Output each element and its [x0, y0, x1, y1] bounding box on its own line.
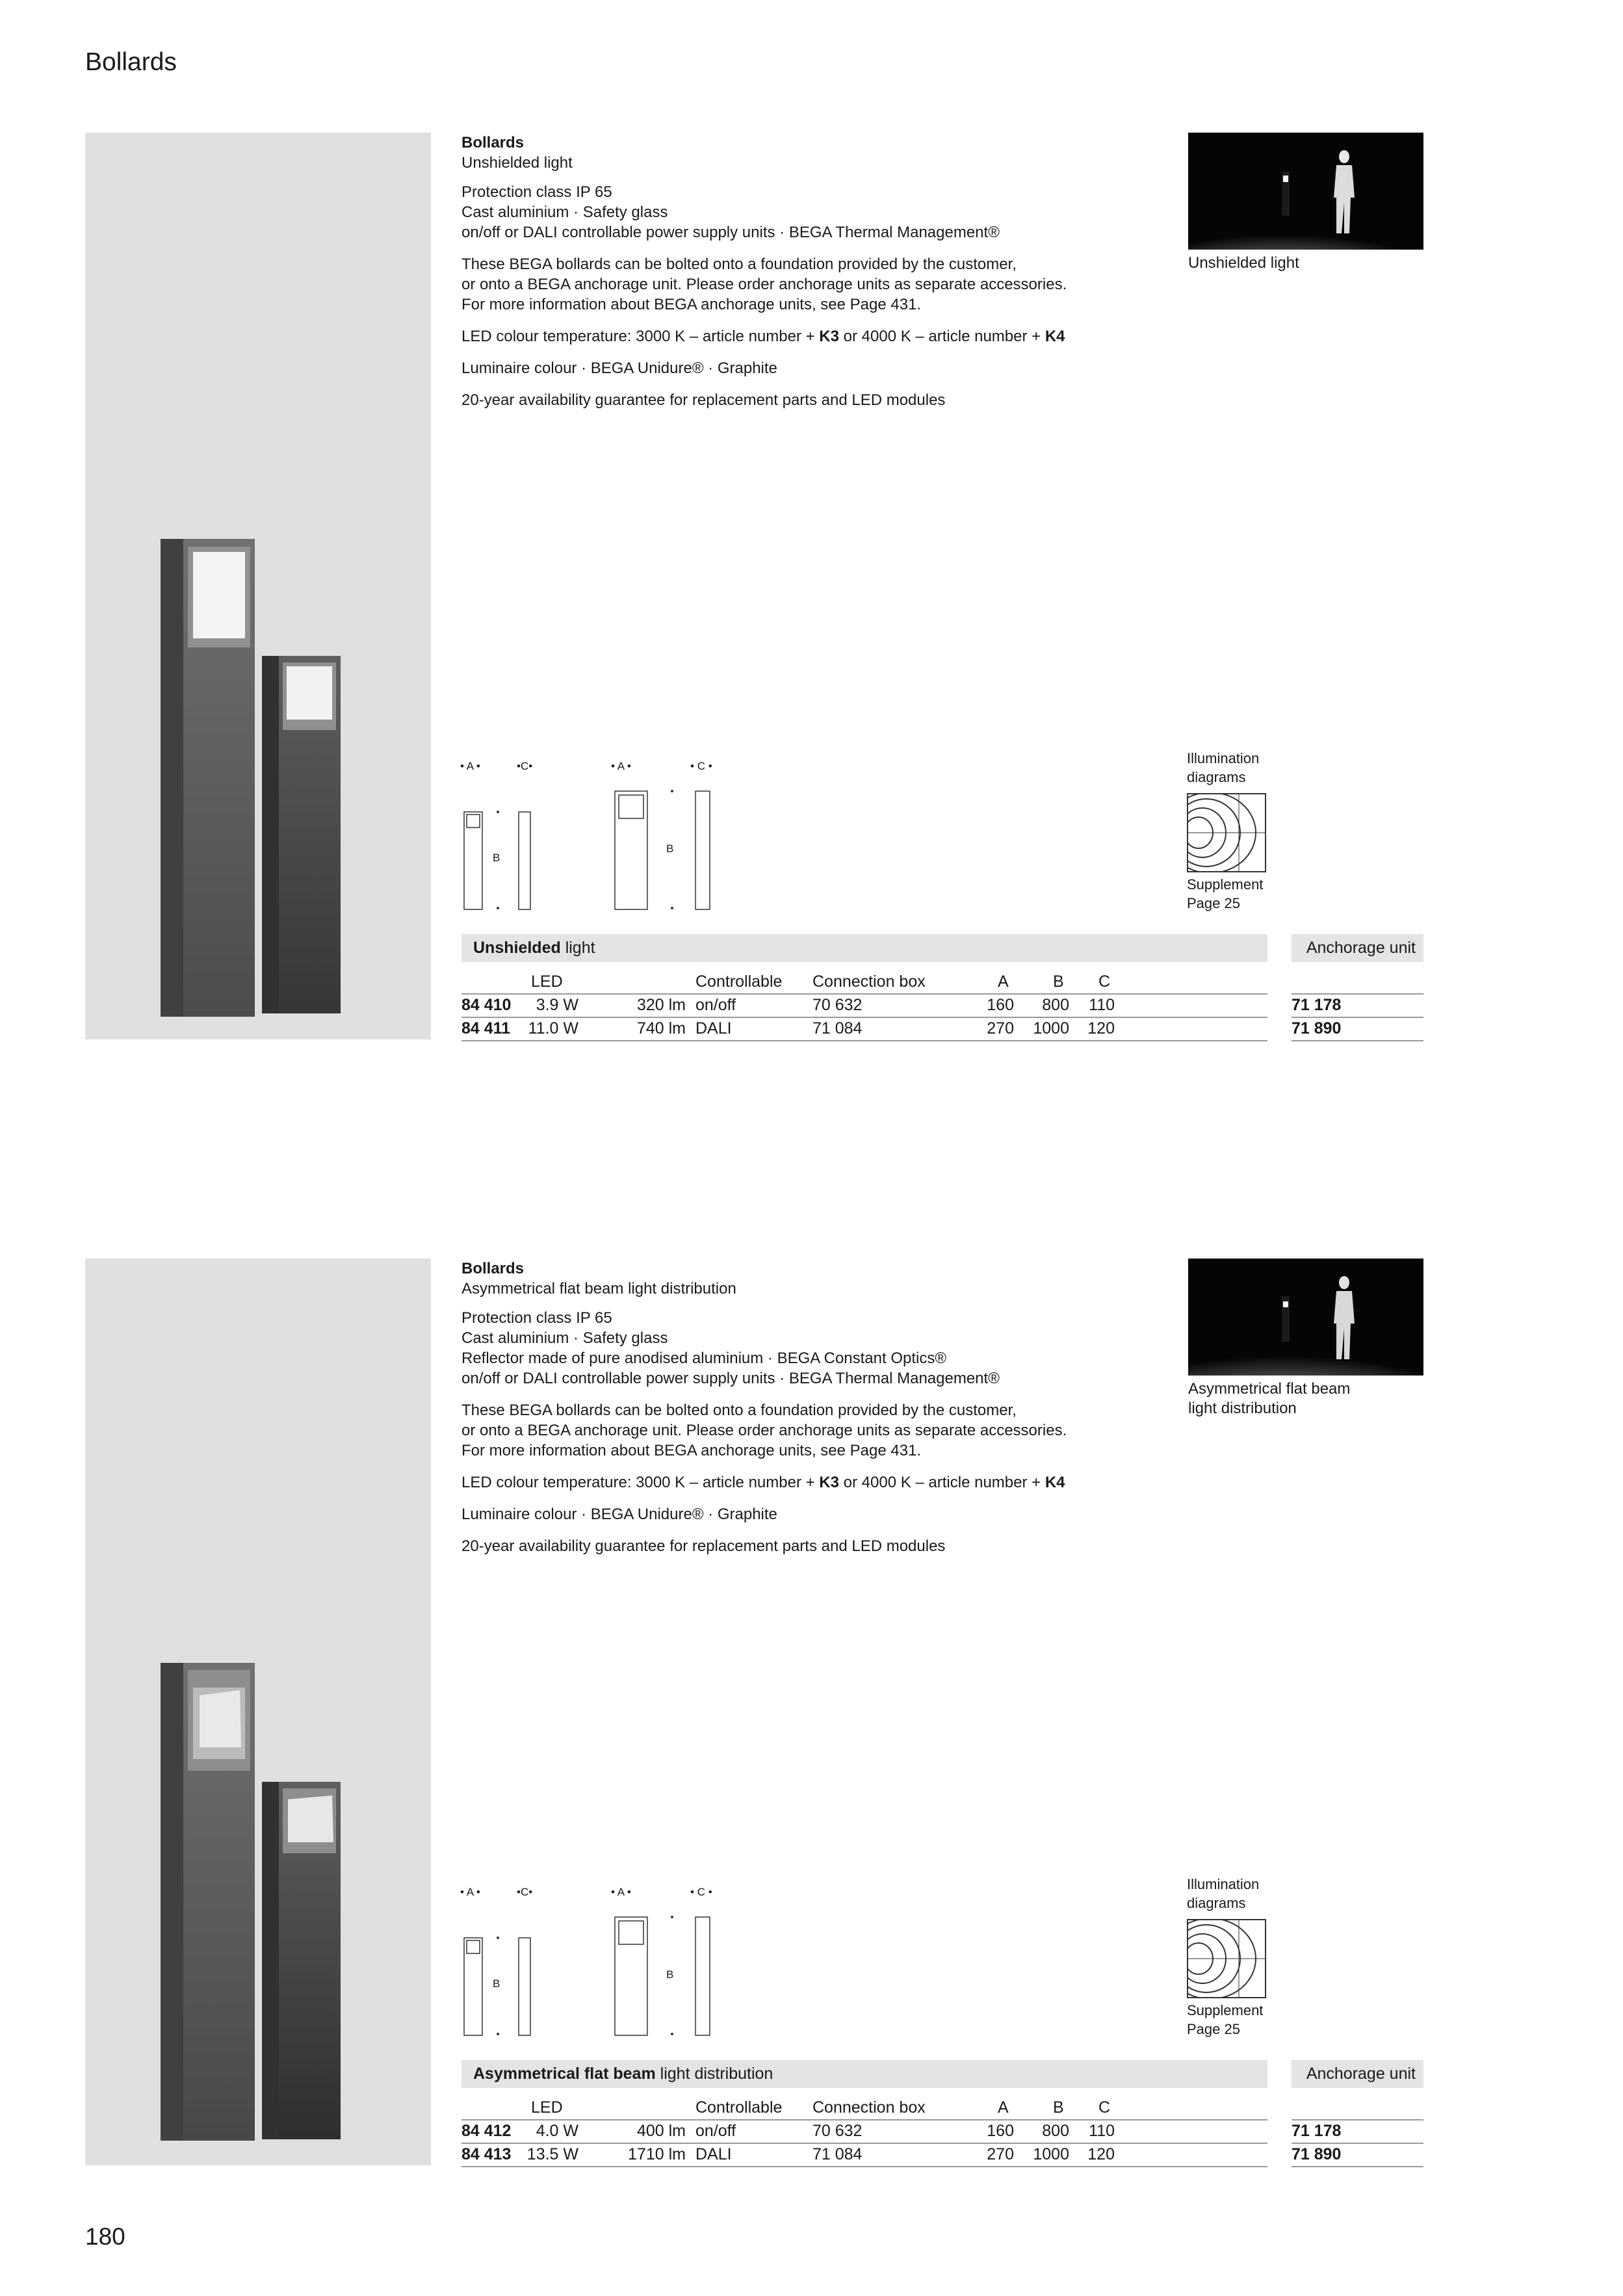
supplement-reference[interactable]: Supplement Page 25 [1187, 876, 1264, 911]
supplement-reference[interactable]: Supplement Page 25 [1187, 2002, 1264, 2037]
anchorage-number: 71 178 [1292, 996, 1342, 1014]
product-section-unshielded [0, 133, 1623, 1043]
controllable: on/off [695, 2122, 736, 2140]
connection-box: 71 084 [812, 1019, 863, 1037]
bollard-render-image [85, 1259, 431, 2165]
bollard-render-image [85, 133, 431, 1039]
controllable: on/off [695, 996, 736, 1014]
product-heading: Bollards [461, 134, 525, 151]
dimension-label-b: B [666, 842, 674, 855]
anchorage-unit-header: Anchorage unit [1292, 934, 1423, 962]
dim-a: 270 [987, 1019, 1014, 1037]
luminaire-colour: Luminaire colour · BEGA Unidure® · Graphite [461, 1506, 777, 1523]
column-header-connection-box: Connection box [812, 2098, 926, 2117]
dim-b: 1000 [1033, 2145, 1069, 2163]
anchorage-row [1292, 1018, 1423, 1041]
spec-line: on/off or DALI controllable power supply units · BEGA Thermal Management® [461, 224, 1000, 241]
product-subtitle: Asymmetrical flat beam light distribution [461, 1280, 736, 1298]
column-header-a: A [998, 2098, 1009, 2117]
mounting-line: or onto a BEGA anchorage unit. Please order anchorage units as separate accessories. [461, 1422, 1067, 1439]
column-header-led: LED [531, 972, 563, 991]
product-description [461, 1259, 1144, 1568]
availability-guarantee: 20-year availability guarantee for replacement parts and LED modules [461, 1537, 946, 1555]
illumination-label: Illumination diagrams [1187, 750, 1260, 785]
dim-b: 800 [1042, 996, 1069, 1014]
night-scene-image [1188, 1259, 1423, 1376]
column-header-c: C [1098, 972, 1111, 991]
table-title-bar [461, 2060, 1267, 2088]
table-header-row [461, 971, 1267, 995]
table-row [461, 2144, 1267, 2167]
column-header-c: C [1098, 2098, 1111, 2117]
dimension-label-c: •C• [517, 760, 533, 772]
controllable: DALI [695, 2145, 732, 2163]
product-description [461, 133, 1144, 422]
product-heading: Bollards [461, 1260, 525, 1277]
table-title-rest: light [560, 939, 595, 957]
column-header-connection-box: Connection box [812, 972, 926, 991]
product-photo [85, 133, 431, 1039]
table-row [461, 995, 1267, 1018]
dimension-label-c: • C • [690, 1886, 712, 1898]
product-photo [85, 1259, 431, 2165]
column-header-controllable: Controllable [695, 972, 783, 991]
dim-c: 120 [1087, 2145, 1115, 2163]
night-scene-image [1188, 133, 1423, 250]
mounting-line: For more information about BEGA anchorage units, see Page 431. [461, 1442, 922, 1459]
night-scene-caption: Asymmetrical flat beam light distribution [1188, 1380, 1351, 1417]
spec-line: Protection class IP 65 [461, 1309, 612, 1327]
dimension-label-b: B [493, 1977, 500, 1990]
mounting-line: These BEGA bollards can be bolted onto a foundation provided by the customer, [461, 1402, 1017, 1419]
table-row [461, 1018, 1267, 1041]
table-title-bar [461, 934, 1267, 962]
anchorage-row [1292, 995, 1423, 1018]
dim-c: 110 [1089, 996, 1115, 1014]
dim-b: 1000 [1033, 1019, 1069, 1037]
article-number: 84 413 [461, 2145, 512, 2163]
lumen: 740 lm [636, 1019, 686, 1037]
spec-line: Reflector made of pure anodised aluminium · BEGA Constant Optics® [461, 1350, 947, 1367]
lumen: 1710 lm [628, 2145, 686, 2163]
table-row [461, 2120, 1267, 2144]
night-scene-caption: Unshielded light [1188, 254, 1299, 272]
dimension-label-b: B [493, 852, 500, 864]
illumination-label: Illumination diagrams [1187, 1876, 1260, 1911]
dimension-drawing [455, 773, 728, 916]
dimension-label-c: •C• [517, 1886, 533, 1898]
connection-box: 70 632 [812, 996, 863, 1014]
dimension-label-a: • A • [611, 1886, 631, 1898]
table-header-row [461, 2097, 1267, 2120]
dimension-label-c: • C • [690, 760, 712, 772]
dimension-drawing [455, 1899, 728, 2042]
dim-a: 160 [987, 2122, 1014, 2140]
anchorage-row [1292, 2144, 1423, 2167]
controllable: DALI [695, 1019, 732, 1037]
anchorage-number: 71 890 [1292, 1019, 1342, 1037]
column-header-controllable: Controllable [695, 2098, 783, 2117]
product-subtitle: Unshielded light [461, 154, 573, 172]
dim-c: 120 [1087, 1019, 1115, 1037]
luminaire-colour: Luminaire colour · BEGA Unidure® · Graphite [461, 359, 777, 377]
dimension-label-a: • A • [460, 1886, 480, 1898]
dimension-label-a: • A • [611, 760, 631, 772]
availability-guarantee: 20-year availability guarantee for replacement parts and LED modules [461, 391, 946, 409]
connection-box: 71 084 [812, 2145, 863, 2163]
page-title: Bollards [85, 48, 177, 76]
spec-line: Cast aluminium · Safety glass [461, 1329, 668, 1347]
mounting-line: or onto a BEGA anchorage unit. Please order anchorage units as separate accessories. [461, 276, 1067, 293]
led-colour-temperature: LED colour temperature: 3000 K – article number + K3 or 4000 K – article number + K4 [461, 328, 1065, 345]
anchorage-row [1292, 2120, 1423, 2144]
connection-box: 70 632 [812, 2122, 863, 2140]
mounting-line: These BEGA bollards can be bolted onto a foundation provided by the customer, [461, 255, 1017, 273]
dimension-label-a: • A • [460, 760, 480, 772]
illumination-diagram-icon[interactable] [1187, 793, 1266, 872]
table-title-bold: Unshielded [473, 939, 561, 957]
mounting-line: For more information about BEGA anchorage units, see Page 431. [461, 296, 922, 313]
illumination-diagram-icon[interactable] [1187, 1919, 1266, 1998]
wattage: 3.9 W [536, 996, 578, 1014]
dim-b: 800 [1042, 2122, 1069, 2140]
column-header-b: B [1053, 972, 1064, 991]
dim-a: 160 [987, 996, 1014, 1014]
column-header-a: A [998, 972, 1009, 991]
wattage: 4.0 W [536, 2122, 578, 2140]
spec-line: Protection class IP 65 [461, 183, 612, 201]
wattage: 13.5 W [526, 2145, 578, 2163]
article-number: 84 411 [461, 1019, 511, 1037]
dim-c: 110 [1089, 2122, 1115, 2140]
page-number: 180 [85, 2223, 125, 2250]
column-header-b: B [1053, 2098, 1064, 2117]
anchorage-unit-header: Anchorage unit [1292, 2060, 1423, 2088]
table-title-rest: light distribution [655, 2065, 773, 2083]
dimension-label-b: B [666, 1968, 674, 1981]
anchorage-number: 71 890 [1292, 2145, 1342, 2163]
article-number: 84 412 [461, 2122, 512, 2140]
dim-a: 270 [987, 2145, 1014, 2163]
wattage: 11.0 W [528, 1019, 578, 1037]
lumen: 320 lm [636, 996, 686, 1014]
spec-line: Cast aluminium · Safety glass [461, 203, 668, 221]
led-colour-temperature: LED colour temperature: 3000 K – article number + K3 or 4000 K – article number + K4 [461, 1474, 1065, 1491]
table-title-bold: Asymmetrical flat beam [473, 2065, 656, 2083]
product-section-asymmetrical [0, 1259, 1623, 2169]
column-header-led: LED [531, 2098, 563, 2117]
lumen: 400 lm [636, 2122, 686, 2140]
anchorage-number: 71 178 [1292, 2122, 1342, 2140]
article-number: 84 410 [461, 996, 512, 1014]
spec-line: on/off or DALI controllable power supply units · BEGA Thermal Management® [461, 1370, 1000, 1387]
